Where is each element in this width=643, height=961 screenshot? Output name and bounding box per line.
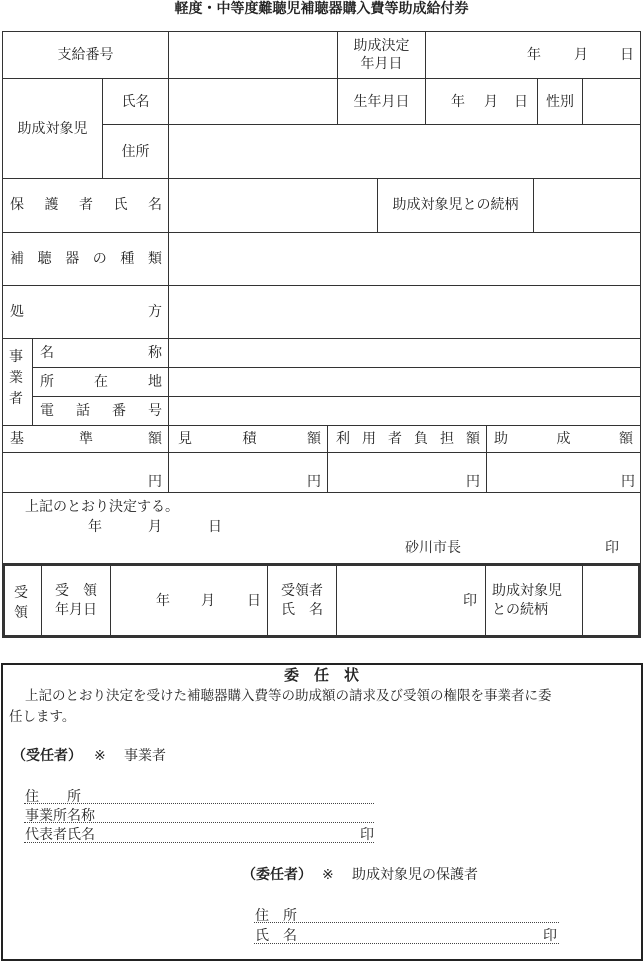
kijun-yen: 円 — [148, 474, 162, 490]
ininsha-shimei-label: 氏 名 — [255, 928, 297, 944]
shicho-seal: 印 — [605, 540, 619, 556]
juryosha-seal: 印 — [463, 593, 477, 609]
kettei-month-label: 月 — [574, 47, 588, 63]
receipt-zokugara-label-2: との続柄 — [492, 602, 548, 618]
shicho-label: 砂川市長 — [405, 540, 461, 556]
birth-day-label: 日 — [514, 94, 528, 110]
receipt-zokugara-label-1: 助成対象児 — [492, 583, 562, 599]
junin-jigyosho-label: 事業所名称 — [25, 808, 95, 824]
kettei-date-year: 年 — [88, 519, 102, 535]
birth-month-label: 月 — [484, 94, 498, 110]
inin-box — [1, 663, 643, 961]
juryo-day: 日 — [247, 593, 261, 609]
birth-year-label: 年 — [451, 94, 465, 110]
shikyu-bango-label: 支給番号 — [57, 47, 114, 63]
kettei-date-day: 日 — [208, 519, 222, 535]
kijun-gaku-label: 基 準 額 — [10, 431, 162, 447]
junin-jusho-line[interactable] — [24, 803, 374, 804]
josei-kettei-nengappi-label: 年月日 — [360, 56, 403, 72]
juryosha-label-2: 氏 名 — [281, 602, 323, 618]
junin-daihyosha-label: 代表者氏名 — [25, 827, 95, 843]
kettei-day-label: 日 — [620, 47, 634, 63]
junin-kome: ※ — [94, 748, 106, 764]
junin-seal: 印 — [360, 827, 374, 843]
josei-taishoji-label: 助成対象児 — [17, 121, 88, 137]
junin-label: （受任者） — [12, 748, 82, 764]
junin-jigyosha: 事業者 — [124, 748, 166, 764]
zokugara-label: 助成対象児との続柄 — [392, 197, 519, 213]
ininsha-jusho-line[interactable] — [254, 922, 559, 923]
jigyosha-label: 事業者 — [9, 349, 23, 407]
ininsha-jusho-label: 住 所 — [255, 908, 297, 924]
mitsumori-yen: 円 — [307, 474, 321, 490]
josei-yen: 円 — [621, 474, 635, 490]
juryosha-label-1: 受領者 — [281, 583, 323, 599]
juryo-nengappi-label-2: 年月日 — [55, 602, 97, 618]
hochoki-shurui-label: 補 聴 器 の 種 類 — [10, 251, 162, 267]
juryo-nengappi-label-1: 受 領 — [55, 583, 97, 599]
futan-yen: 円 — [466, 474, 480, 490]
denwa-label: 電 話 番 号 — [40, 403, 162, 419]
kettei-date-month: 月 — [148, 519, 162, 535]
jusho-label: 住所 — [121, 144, 150, 160]
juryo-month: 月 — [201, 593, 215, 609]
junin-jigyosho-line[interactable] — [24, 822, 374, 823]
ininsha-label: （委任者） — [242, 867, 312, 883]
seibetsu-label: 性別 — [546, 94, 574, 110]
junin-daihyosha-line[interactable] — [24, 842, 374, 843]
shoho-label: 処 方 — [10, 304, 162, 320]
riyosha-futan-label: 利 用 者 負 担 額 — [336, 431, 480, 447]
kettei-year-label: 年 — [527, 47, 541, 63]
kettei-text: 上記のとおり決定する。 — [25, 499, 179, 515]
junin-jusho-label: 住 所 — [25, 789, 81, 805]
seinengappi-label: 生年月日 — [353, 94, 410, 110]
inin-body-line2: 任します。 — [9, 709, 76, 725]
juryo-year: 年 — [156, 593, 170, 609]
ininsha-hogosha: 助成対象児の保護者 — [352, 867, 478, 883]
meisho-label: 名 称 — [40, 345, 162, 361]
hogosha-shimei-label: 保 護 者 氏 名 — [10, 197, 162, 213]
shozaichi-label: 所 在 地 — [40, 374, 162, 390]
ininsha-shimei-line[interactable] — [254, 943, 559, 944]
josei-gaku-label: 助 成 額 — [494, 431, 633, 447]
mitsumori-gaku-label: 見 積 額 — [178, 431, 321, 447]
ininsha-seal: 印 — [543, 928, 557, 944]
josei-kettei-label: 助成決定 — [353, 38, 410, 54]
inin-body-line1: 上記のとおり決定を受けた補聴器購入費等の助成額の請求及び受領の権限を事業者に委 — [25, 688, 552, 704]
shimei-label: 氏名 — [121, 94, 150, 110]
ininsha-kome: ※ — [322, 867, 334, 883]
form-title: 軽度・中等度難聴児補聴器購入費等助成給付券 — [174, 1, 469, 17]
juryo-label: 受領 — [14, 585, 28, 621]
inin-title: 委 任 状 — [283, 666, 359, 684]
